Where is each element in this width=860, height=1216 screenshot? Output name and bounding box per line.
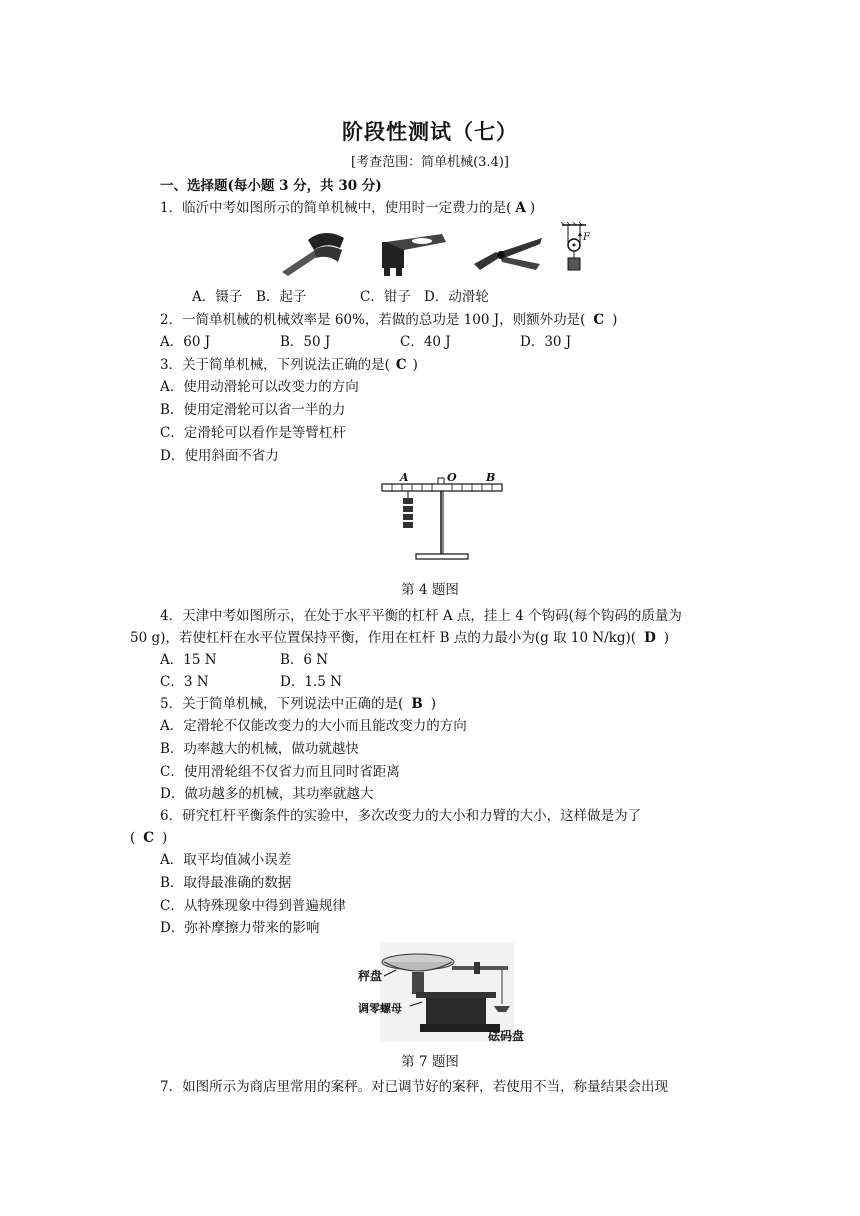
section-heading: 一、选择题(每小题 3 分，共 30 分): [160, 178, 382, 194]
option-a: A．定滑轮不仅能改变力的大小而且能改变力的方向: [160, 718, 467, 734]
answer: C: [593, 312, 605, 328]
exam-scope: [考查范围：简单机械(3.4)]: [351, 155, 509, 170]
question-4-options-row-2: [160, 672, 342, 692]
option-d: D．弥补摩擦力带来的影响: [160, 920, 320, 936]
question-2: 2．一简单机械的机械效率是 60%，若做的总功是 100 J，则额外功是( C ): [160, 312, 618, 328]
question-stem: 3．关于简单机械，下列说法正确的是(: [160, 357, 390, 373]
option-b: B．50 J: [280, 334, 331, 350]
question-3: 3．关于简单机械，下列说法正确的是( C ): [160, 357, 418, 373]
pan-label: 秤盘: [358, 969, 383, 983]
question-2-options: [160, 332, 571, 352]
answer: C: [143, 830, 155, 846]
option-b: B．使用定滑轮可以省一半的力: [160, 402, 346, 418]
option-d: D．使用斜面不省力: [160, 448, 279, 464]
option-c: C．3 N: [160, 674, 209, 690]
question-1: 1．临沂中考如图所示的简单机械中，使用时一定费力的是( A ): [160, 200, 536, 216]
point-a-label: A: [400, 471, 409, 484]
option-c: C．钳子: [360, 289, 411, 305]
answer: A: [515, 200, 526, 216]
option-c: C．定滑轮可以看作是等臂杠杆: [160, 425, 346, 441]
tweezers-figure: [278, 226, 348, 278]
page-title: 阶段性测试（七）: [342, 119, 518, 144]
question-stem: 5．关于简单机械，下列说法中正确的是(: [160, 696, 404, 712]
question-6-line-2: ( C ): [130, 830, 168, 846]
question-5: 5．关于简单机械，下列说法中正确的是( B ): [160, 696, 437, 712]
point-b-label: B: [486, 471, 496, 484]
pliers-figure: [472, 234, 544, 274]
option-c: C．40 J: [400, 334, 451, 350]
option-a: A．60 J: [160, 334, 211, 350]
bottle-opener-figure: [376, 232, 448, 276]
question-1-options: [192, 287, 489, 307]
option-a: A．取平均值减小误差: [160, 852, 292, 868]
option-a: A．15 N: [160, 652, 217, 668]
question-7: 7．如图所示为商店里常用的案秤。对已调节好的案秤，若使用不当，称量结果会出现: [160, 1079, 669, 1095]
option-d: D．做功越多的机械，其功率就越大: [160, 786, 374, 802]
option-b: B．起子: [256, 289, 307, 305]
question-4-options-row-1: [160, 650, 328, 670]
option-c: C．使用滑轮组不仅省力而且同时省距离: [160, 764, 400, 780]
figure-4-caption: 第 4 题图: [401, 582, 459, 598]
question-stem: 2．一简单机械的机械效率是 60%，若做的总功是 100 J，则额外功是(: [160, 312, 586, 328]
answer: B: [411, 696, 423, 712]
option-b: B．功率越大的机械，做功就越快: [160, 741, 359, 757]
question-4-line-2: 50 g)，若使杠杆在水平位置保持平衡，作用在杠杆 B 点的力最小为(g 取 10 N/kg)( D ): [130, 630, 670, 646]
answer: D: [644, 630, 656, 646]
option-a: A．镊子: [192, 289, 243, 305]
force-label: F: [583, 232, 590, 243]
figure-7-caption: 第 7 题图: [401, 1054, 459, 1070]
platform-scale-figure: [356, 940, 536, 1046]
question-stem: 1．临沂中考如图所示的简单机械中，使用时一定费力的是(: [160, 200, 512, 216]
option-d: D．1.5 N: [280, 674, 342, 690]
option-b: B．取得最准确的数据: [160, 875, 292, 891]
option-d: D．动滑轮: [424, 289, 489, 305]
question-6-line-1: 6．研究杠杆平衡条件的实验中，多次改变力的大小和力臂的大小，这样做是为了: [160, 808, 642, 824]
option-a: A．使用动滑轮可以改变力的方向: [160, 379, 359, 395]
movable-pulley-figure: [558, 222, 598, 280]
zero-nut-label: 调零螺母: [358, 1002, 402, 1015]
option-d: D．30 J: [520, 334, 572, 350]
weight-pan-label: 砝码盘: [488, 1029, 525, 1043]
question-4-line-1: 4．天津中考如图所示，在处于水平平衡的杠杆 A 点，挂上 4 个钩码(每个钩码的质量为: [160, 608, 682, 624]
option-b: B．6 N: [280, 652, 329, 668]
option-c: C．从特殊现象中得到普遍规律: [160, 898, 346, 914]
lever-figure: [378, 470, 508, 568]
answer: C: [395, 357, 407, 373]
fulcrum-o-label: O: [447, 471, 457, 484]
